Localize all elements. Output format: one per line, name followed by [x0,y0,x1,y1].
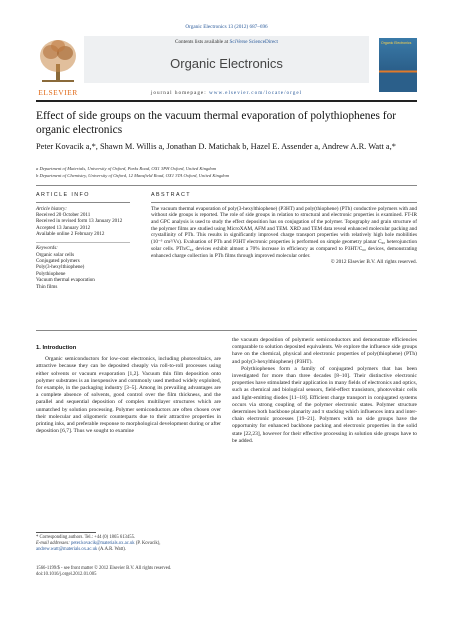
abstract-rule [151,202,417,203]
issn-line: 1566-1199/$ - see front matter © 2012 Elsevier B.V. All rights reserved. [36,566,172,571]
email-link[interactable]: andrew.watt@materials.ox.ac.uk [36,547,98,552]
keywords-label: Keywords: [36,245,58,252]
history-label: Article history: [36,205,67,212]
journal-masthead [36,36,417,100]
affiliation-a: a Department of Materials, University of Oxford, Parks Road, OX1 3PH Oxford, United Kingdom [36,166,217,171]
footnote-rule [36,532,96,533]
header-rule [36,100,417,102]
contents-line: Contents lists available at SciVerse ScienceDirect [174,39,278,45]
cover-title: Organic Electronics [381,41,412,45]
keyword-item: Vacuum thermal evaporation [36,277,95,284]
footnote [36,535,216,553]
keywords-rule [36,242,130,243]
abstract-heading: ABSTRACT [151,192,191,198]
copyright-notice: © 2012 Elsevier B.V. All rights reserved. [330,259,417,266]
journal-title: Organic Electronics [170,56,283,71]
body-paragraph: the vacuum deposition of polymeric semiconductors and demonstrate efficiencies comparable to solution deposited equivalents. We explore the influence side groups have on the chemical, physical and electronic properties of poly(thiophene) (PTh) and poly(3-hexylthiophene) (P3HT). [232,337,417,365]
history-item: Received 20 October 2011 [36,212,91,218]
keyword-item: Poly(3-hexylthiophene) [36,264,85,271]
history-item: Available online 2 February 2012 [36,231,105,238]
keyword-item: Conjugated polymers [36,258,80,265]
elsevier-wordmark: ELSEVIER [38,88,78,97]
keyword-item: Thin films [36,283,58,290]
body-right-column [232,337,417,445]
article-info-heading: ARTICLE INFO [36,192,90,198]
history-item: Received in revised form 13 January 2012 [36,218,123,225]
article-info-rule [36,202,130,203]
body-paragraph: Organic semiconductors for low-cost electronics, including photovoltaics, are attractive because they can be deposited cheaply via roll-to-roll processes using either solvents or vacuum evaporation [1,2]. Vacuum thin film deposition onto polymer substrates is an inexpensive and commonly used method widely exploited, for example, in the packaging industry [3–5]. Among its prevailing advantages are a complete absence of solvents, good control over the film thickness, and the parallel and sequential deposition of complex multilayer structures which are unmatched by solution processing. Polymer semiconductors are often chosen over their molecular and oligomeric counterparts due to their attractive properties in printing inks, and preferable response to morphological development during or after deposition [6,7]. Thus we sought to examine [36,356,221,435]
history-item: Accepted 13 January 2012 [36,224,91,231]
keyword-item: Polythiophene [36,270,66,277]
abstract [151,192,417,265]
keyword-item: Organic solar cells [36,251,75,258]
corresponding-author-note: * Corresponding authors. Tel.: +44 (0) 1865 613455. [36,535,136,540]
journal-reference[interactable]: Organic Electronics 13 (2012) 687–696 [185,24,268,30]
front-matter-info [36,566,236,578]
elsevier-tree-logo [36,36,80,97]
journal-homepage-link[interactable]: www.elsevier.com/locate/orgel [208,90,303,96]
masthead-center [84,36,369,83]
doi-line[interactable]: doi:10.1016/j.orgel.2012.01.005 [36,572,97,577]
section-heading-introduction: 1. Introduction [36,345,77,351]
abstract-text: The vacuum thermal evaporation of poly(3-hexylthiophene) (P3HT) and poly(thiophene) (PTh) conductive polymers with and without side groups is reported. The role of side groups in relation to structural and electronic properties is examined. FT-IR and GPC analysis is used to study the effect deposition has on conjugation of the polymer. Topography and grain structure of the polymer films are studied using MicroXAM, AFM and TEM. XRD and TEM data reveal enhanced molecular packing and crystallinity of PTh. This results in significantly improved charge transport properties with relatively high hole mobilities (10⁻³ cm²/Vs). Evaluation of PTh and P3HT electronic properties is performed on simple geometry planar C₆₀ heterojunction solar cells. PTh/C₆₀ devices exhibit almost a 70% increase in efficiency as compared to P3HT/C₆₀ devices, demonstrating enhanced charge collection in PTh films through improved molecular order. [151,205,417,259]
email-line: E-mail addresses: peter.kovacik@materials.ox.ac.uk (P. Kovacik), andrew.watt@materials.ox.ac.uk (A.A.R. Watt). [36,541,161,552]
divider-top [36,185,417,186]
sciencedirect-link[interactable]: SciVerse ScienceDirect [229,39,278,45]
author-list: Peter Kovacik a,*, Shawn M. Willis a, Jonathan D. Matichak b, Hazel E. Assender a, Andrew A.R. Watt a,* [36,142,396,151]
journal-homepage-line: journal homepage: www.elsevier.com/locate/orgel [150,90,303,96]
paper-title: Effect of side groups on the vacuum thermal evaporation of polythiophenes for organic electronics [36,110,397,136]
email-link[interactable]: peter.kovacik@materials.ox.ac.uk [70,541,135,546]
divider-bottom [36,330,417,331]
affiliation-b: b Department of Chemistry, University of Oxford, 12 Mansfield Road, OX1 3TA Oxford, United Kingdom [36,173,230,178]
article-info [36,192,130,290]
journal-cover-image [379,38,417,92]
body-left-column [36,345,221,435]
body-paragraph: Polythiophenes form a family of conjugated polymers that has been investigated for more than three decades [8–10]. Their distinctive electronic properties have stimulated their application in many fields of electronics and optics, such as chemical and biological sensors, field-effect transistors, photovoltaic cells and light-emitting diodes [11–18]. Efficient charge transport in conjugated systems occurs via strong coupling of the polymer electronic states. Polymer structure determines both backbone planarity and π stacking which influences intra and inter-chain electronic processes [19–21]. Polymers with no side groups have the opportunity for enhanced backbone packing and electronic properties in the solid state [22,23], however for their effective processing in solution side groups have to be added. [232,365,417,444]
